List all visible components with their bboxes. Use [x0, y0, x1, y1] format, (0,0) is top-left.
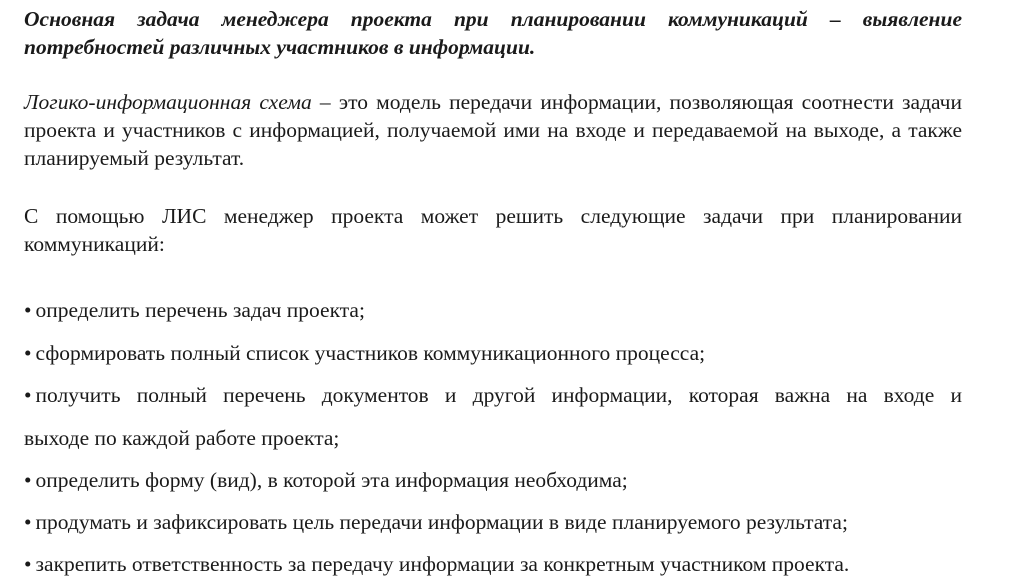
bullet-text: продумать и зафиксировать цель передачи информации в виде планируемого результата; — [35, 510, 848, 534]
bullet-text: получить полный перечень документов и другой информации, которая важна на входе и — [35, 383, 962, 407]
bullet-text: закрепить ответственность за передачу информации за конкретным участником проекта. — [35, 552, 850, 576]
bullet-item — [24, 339, 962, 367]
bullet-continuation — [24, 424, 962, 452]
intro-text: Основная задача менеджера проекта при планировании коммуникаций – выявление потребностей различных участников в информации. — [24, 7, 962, 59]
bullet-mark: • — [24, 383, 32, 407]
definition-text: – это модель передачи информации, позволяющая соотнести задачи проекта и участников с информацией, получаемой ими на входе и передаваемой на выходе, а также планируемый результат. — [24, 90, 963, 170]
bullet-mark: • — [24, 468, 32, 492]
bullet-mark: • — [24, 341, 32, 365]
bullet-item — [24, 381, 962, 409]
bullet-text: сформировать полный список участников коммуникационного процесса; — [35, 341, 706, 365]
bullet-text: определить перечень задач проекта; — [35, 298, 365, 322]
definition-term: Логико-информационная схема — [24, 90, 312, 114]
bullet-mark: • — [24, 298, 32, 322]
bullet-item — [24, 296, 962, 324]
bullet-item — [24, 466, 962, 494]
bullet-mark: • — [24, 510, 32, 534]
bullet-text: определить форму (вид), в которой эта информация необходима; — [35, 468, 628, 492]
intro-paragraph — [24, 5, 962, 61]
bullet-text: выходе по каждой работе проекта; — [24, 426, 340, 450]
definition-paragraph — [24, 88, 962, 172]
bullet-item — [24, 508, 962, 536]
bullet-mark: • — [24, 552, 32, 576]
tasks-intro-paragraph: С помощью ЛИС менеджер проекта может решить следующие задачи при планировании коммуникаций: — [24, 204, 962, 256]
